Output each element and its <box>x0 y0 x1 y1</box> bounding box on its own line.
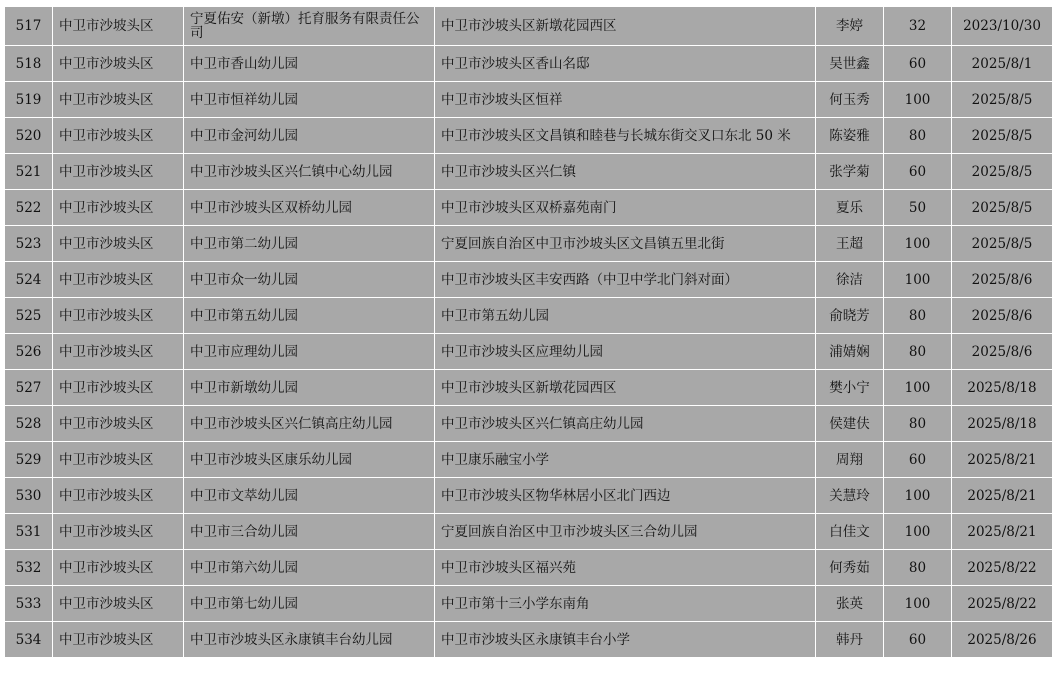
date-cell: 2025/8/6 <box>952 334 1053 370</box>
district-cell: 中卫市沙坡头区 <box>53 154 184 190</box>
date-cell: 2025/8/5 <box>952 82 1053 118</box>
capacity-cell: 100 <box>884 370 952 406</box>
address-cell: 中卫市沙坡头区应理幼儿园 <box>435 334 816 370</box>
row-number-cell: 527 <box>5 370 53 406</box>
date-cell: 2025/8/22 <box>952 586 1053 622</box>
capacity-cell: 60 <box>884 622 952 658</box>
row-number-cell: 532 <box>5 550 53 586</box>
institution-name-cell: 中卫市三合幼儿园 <box>184 514 435 550</box>
date-cell: 2025/8/21 <box>952 442 1053 478</box>
contact-person-cell: 樊小宁 <box>816 370 884 406</box>
table-row <box>5 406 1053 442</box>
row-number-cell: 526 <box>5 334 53 370</box>
address-cell: 中卫市沙坡头区永康镇丰台小学 <box>435 622 816 658</box>
institution-name-cell: 中卫市金河幼儿园 <box>184 118 435 154</box>
contact-person-cell: 关慧玲 <box>816 478 884 514</box>
row-number-cell: 531 <box>5 514 53 550</box>
institution-name-cell: 中卫市沙坡头区康乐幼儿园 <box>184 442 435 478</box>
row-number-cell: 520 <box>5 118 53 154</box>
date-cell: 2025/8/5 <box>952 154 1053 190</box>
district-cell: 中卫市沙坡头区 <box>53 190 184 226</box>
district-cell: 中卫市沙坡头区 <box>53 514 184 550</box>
date-cell: 2025/8/26 <box>952 622 1053 658</box>
capacity-cell: 100 <box>884 514 952 550</box>
date-cell: 2025/8/6 <box>952 298 1053 334</box>
contact-person-cell: 俞晓芳 <box>816 298 884 334</box>
address-cell: 宁夏回族自治区中卫市沙坡头区文昌镇五里北街 <box>435 226 816 262</box>
row-number-cell: 518 <box>5 46 53 82</box>
capacity-cell: 80 <box>884 406 952 442</box>
table-body <box>5 7 1053 658</box>
table-row <box>5 514 1053 550</box>
row-number-cell: 521 <box>5 154 53 190</box>
contact-person-cell: 何玉秀 <box>816 82 884 118</box>
table-row <box>5 190 1053 226</box>
institution-name-cell: 中卫市沙坡头区永康镇丰台幼儿园 <box>184 622 435 658</box>
district-cell: 中卫市沙坡头区 <box>53 370 184 406</box>
contact-person-cell: 夏乐 <box>816 190 884 226</box>
row-number-cell: 533 <box>5 586 53 622</box>
district-cell: 中卫市沙坡头区 <box>53 226 184 262</box>
district-cell: 中卫市沙坡头区 <box>53 550 184 586</box>
institution-name-cell: 宁夏佑安（新墩）托育服务有限责任公司 <box>184 7 435 46</box>
date-cell: 2025/8/21 <box>952 514 1053 550</box>
row-number-cell: 530 <box>5 478 53 514</box>
contact-person-cell: 侯建伕 <box>816 406 884 442</box>
address-cell: 中卫市沙坡头区恒祥 <box>435 82 816 118</box>
contact-person-cell: 王超 <box>816 226 884 262</box>
district-cell: 中卫市沙坡头区 <box>53 7 184 46</box>
address-cell: 中卫市沙坡头区福兴苑 <box>435 550 816 586</box>
table-row <box>5 46 1053 82</box>
institution-name-cell: 中卫市香山幼儿园 <box>184 46 435 82</box>
district-cell: 中卫市沙坡头区 <box>53 298 184 334</box>
institution-name-cell: 中卫市众一幼儿园 <box>184 262 435 298</box>
capacity-cell: 100 <box>884 226 952 262</box>
row-number-cell: 519 <box>5 82 53 118</box>
institution-name-cell: 中卫市新墩幼儿园 <box>184 370 435 406</box>
capacity-cell: 32 <box>884 7 952 46</box>
district-cell: 中卫市沙坡头区 <box>53 442 184 478</box>
date-cell: 2025/8/5 <box>952 118 1053 154</box>
contact-person-cell: 浦婧娴 <box>816 334 884 370</box>
capacity-cell: 100 <box>884 586 952 622</box>
table-row <box>5 82 1053 118</box>
district-cell: 中卫市沙坡头区 <box>53 46 184 82</box>
institution-name-cell: 中卫市沙坡头区兴仁镇中心幼儿园 <box>184 154 435 190</box>
table-row <box>5 478 1053 514</box>
district-cell: 中卫市沙坡头区 <box>53 118 184 154</box>
capacity-cell: 100 <box>884 262 952 298</box>
institution-name-cell: 中卫市文萃幼儿园 <box>184 478 435 514</box>
contact-person-cell: 张学菊 <box>816 154 884 190</box>
row-number-cell: 524 <box>5 262 53 298</box>
row-number-cell: 534 <box>5 622 53 658</box>
table-row <box>5 226 1053 262</box>
address-cell: 中卫市第五幼儿园 <box>435 298 816 334</box>
row-number-cell: 528 <box>5 406 53 442</box>
district-cell: 中卫市沙坡头区 <box>53 82 184 118</box>
address-cell: 中卫市沙坡头区双桥嘉苑南门 <box>435 190 816 226</box>
table-row <box>5 262 1053 298</box>
address-cell: 中卫市沙坡头区新墩花园西区 <box>435 370 816 406</box>
address-cell: 中卫市沙坡头区香山名邸 <box>435 46 816 82</box>
contact-person-cell: 何秀茹 <box>816 550 884 586</box>
capacity-cell: 60 <box>884 154 952 190</box>
table-row <box>5 334 1053 370</box>
capacity-cell: 60 <box>884 46 952 82</box>
capacity-cell: 80 <box>884 550 952 586</box>
table-row <box>5 370 1053 406</box>
capacity-cell: 60 <box>884 442 952 478</box>
contact-person-cell: 陈姿雅 <box>816 118 884 154</box>
table-row <box>5 586 1053 622</box>
address-cell: 中卫市沙坡头区丰安西路（中卫中学北门斜对面） <box>435 262 816 298</box>
capacity-cell: 80 <box>884 334 952 370</box>
contact-person-cell: 张英 <box>816 586 884 622</box>
address-cell: 中卫市沙坡头区兴仁镇 <box>435 154 816 190</box>
address-cell: 中卫市沙坡头区新墩花园西区 <box>435 7 816 46</box>
row-number-cell: 517 <box>5 7 53 46</box>
row-number-cell: 525 <box>5 298 53 334</box>
district-cell: 中卫市沙坡头区 <box>53 334 184 370</box>
district-cell: 中卫市沙坡头区 <box>53 478 184 514</box>
contact-person-cell: 徐洁 <box>816 262 884 298</box>
table-row <box>5 442 1053 478</box>
district-cell: 中卫市沙坡头区 <box>53 262 184 298</box>
address-cell: 中卫市第十三小学东南角 <box>435 586 816 622</box>
row-number-cell: 523 <box>5 226 53 262</box>
row-number-cell: 522 <box>5 190 53 226</box>
date-cell: 2025/8/22 <box>952 550 1053 586</box>
capacity-cell: 100 <box>884 478 952 514</box>
institution-name-cell: 中卫市第五幼儿园 <box>184 298 435 334</box>
table-row <box>5 298 1053 334</box>
date-cell: 2025/8/18 <box>952 406 1053 442</box>
contact-person-cell: 韩丹 <box>816 622 884 658</box>
row-number-cell: 529 <box>5 442 53 478</box>
institution-name-cell: 中卫市第二幼儿园 <box>184 226 435 262</box>
table-row <box>5 118 1053 154</box>
district-cell: 中卫市沙坡头区 <box>53 586 184 622</box>
institution-name-cell: 中卫市第六幼儿园 <box>184 550 435 586</box>
contact-person-cell: 白佳文 <box>816 514 884 550</box>
table-row <box>5 550 1053 586</box>
date-cell: 2025/8/1 <box>952 46 1053 82</box>
capacity-cell: 50 <box>884 190 952 226</box>
institution-name-cell: 中卫市应理幼儿园 <box>184 334 435 370</box>
institution-name-cell: 中卫市恒祥幼儿园 <box>184 82 435 118</box>
capacity-cell: 80 <box>884 298 952 334</box>
address-cell: 中卫市沙坡头区物华林居小区北门西边 <box>435 478 816 514</box>
contact-person-cell: 李婷 <box>816 7 884 46</box>
district-cell: 中卫市沙坡头区 <box>53 406 184 442</box>
date-cell: 2025/8/6 <box>952 262 1053 298</box>
institution-name-cell: 中卫市沙坡头区兴仁镇高庄幼儿园 <box>184 406 435 442</box>
address-cell: 宁夏回族自治区中卫市沙坡头区三合幼儿园 <box>435 514 816 550</box>
institution-name-cell: 中卫市沙坡头区双桥幼儿园 <box>184 190 435 226</box>
district-cell: 中卫市沙坡头区 <box>53 622 184 658</box>
date-cell: 2025/8/5 <box>952 226 1053 262</box>
table-row <box>5 154 1053 190</box>
institution-name-cell: 中卫市第七幼儿园 <box>184 586 435 622</box>
capacity-cell: 100 <box>884 82 952 118</box>
contact-person-cell: 吴世鑫 <box>816 46 884 82</box>
institution-table <box>4 6 1053 658</box>
capacity-cell: 80 <box>884 118 952 154</box>
table-row <box>5 622 1053 658</box>
contact-person-cell: 周翔 <box>816 442 884 478</box>
table-row <box>5 7 1053 46</box>
date-cell: 2025/8/5 <box>952 190 1053 226</box>
address-cell: 中卫康乐融宝小学 <box>435 442 816 478</box>
address-cell: 中卫市沙坡头区文昌镇和睦巷与长城东街交叉口东北 50 米 <box>435 118 816 154</box>
date-cell: 2025/8/18 <box>952 370 1053 406</box>
date-cell: 2025/8/21 <box>952 478 1053 514</box>
date-cell: 2023/10/30 <box>952 7 1053 46</box>
address-cell: 中卫市沙坡头区兴仁镇高庄幼儿园 <box>435 406 816 442</box>
